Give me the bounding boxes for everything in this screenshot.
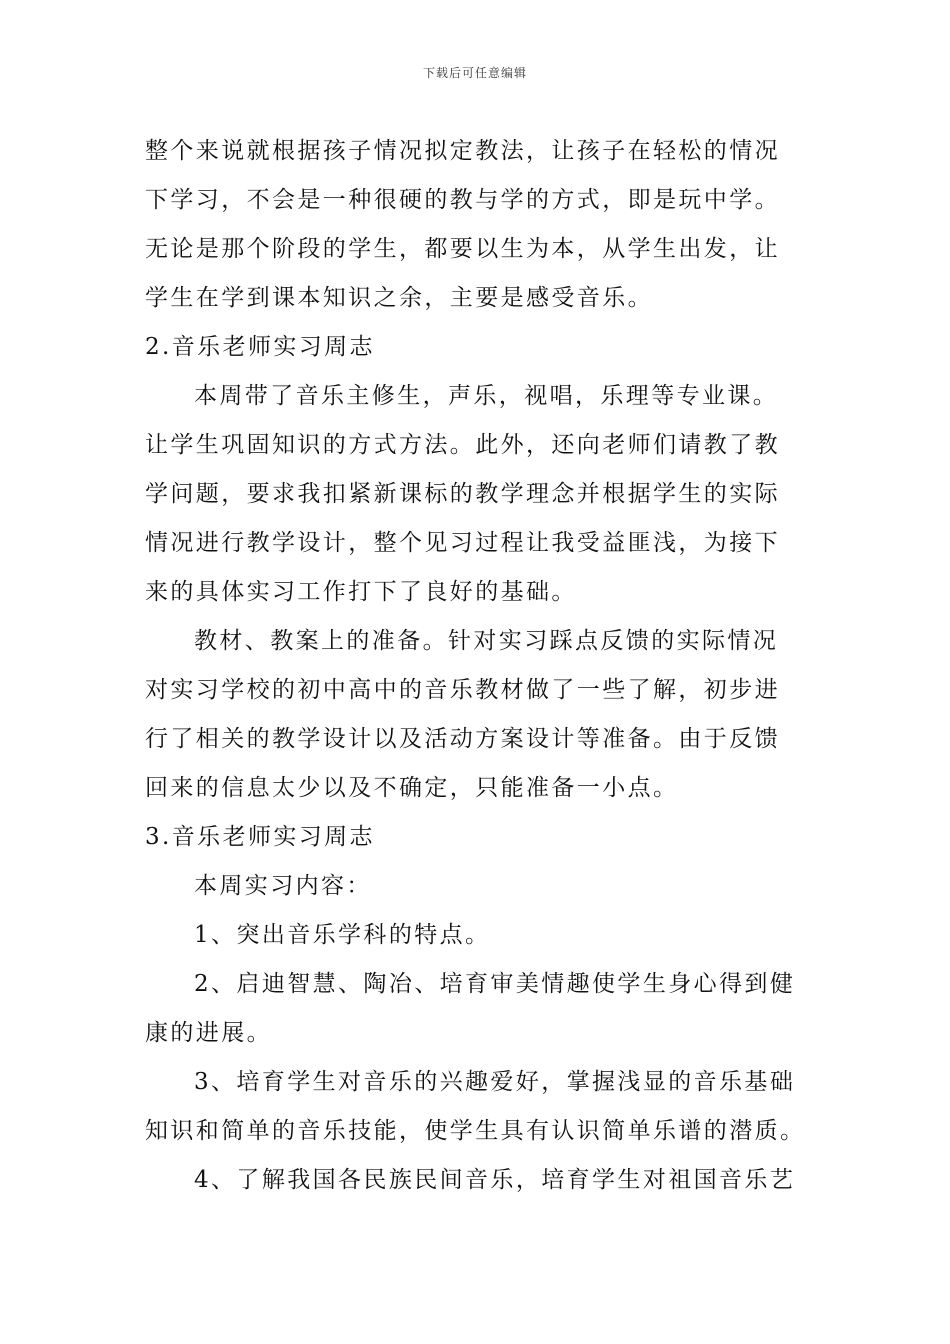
text-line: 来的具体实习工作打下了良好的基础。 bbox=[145, 579, 577, 605]
text-line: 情况进行教学设计，整个见习过程让我受益匪浅，为接下 bbox=[145, 530, 780, 556]
text-line: 行了相关的教学设计以及活动方案设计等准备。由于反馈 bbox=[145, 726, 780, 752]
text-line: 整个来说就根据孩子情况拟定教法，让孩子在轻松的情况 bbox=[145, 138, 780, 164]
text-line: 下学习，不会是一种很硬的教与学的方式，即是玩中学。 bbox=[145, 187, 780, 213]
text-line: 学问题，要求我扣紧新课标的教学理念并根据学生的实际 bbox=[145, 481, 780, 507]
text-line: 让学生巩固知识的方式方法。此外，还向老师们请教了教 bbox=[145, 432, 780, 458]
list-item: 1、突出音乐学科的特点。 bbox=[194, 922, 491, 948]
list-item: 4、了解我国各民族民间音乐，培育学生对祖国音乐艺 bbox=[194, 1167, 796, 1193]
text-line: 回来的信息太少以及不确定，只能准备一小点。 bbox=[145, 775, 679, 801]
section-heading: 2.音乐老师实习周志 bbox=[145, 334, 375, 360]
section-heading: 3.音乐老师实习周志 bbox=[145, 824, 375, 850]
text-line: 康的进展。 bbox=[145, 1020, 272, 1046]
text-line: 无论是那个阶段的学生，都要以生为本，从学生出发，让 bbox=[145, 236, 780, 262]
text-line: 学生在学到课本知识之余，主要是感受音乐。 bbox=[145, 285, 653, 311]
document-body bbox=[145, 127, 813, 1205]
text-line: 知识和简单的音乐技能，使学生具有认识简单乐谱的潜质。 bbox=[145, 1118, 806, 1144]
text-line: 对实习学校的初中高中的音乐教材做了一些了解，初步进 bbox=[145, 677, 780, 703]
list-item: 2、启迪智慧、陶冶、培育审美情趣使学生身心得到健 bbox=[194, 971, 796, 997]
paragraph-start: 本周实习内容： bbox=[194, 873, 372, 899]
paragraph-start: 教材、教案上的准备。针对实习踩点反馈的实际情况 bbox=[194, 628, 779, 654]
paragraph-start: 本周带了音乐主修生，声乐，视唱，乐理等专业课。 bbox=[194, 383, 779, 409]
page-header: 下载后可任意编辑 bbox=[422, 66, 527, 80]
list-item: 3、培育学生对音乐的兴趣爱好，掌握浅显的音乐基础 bbox=[194, 1069, 796, 1095]
